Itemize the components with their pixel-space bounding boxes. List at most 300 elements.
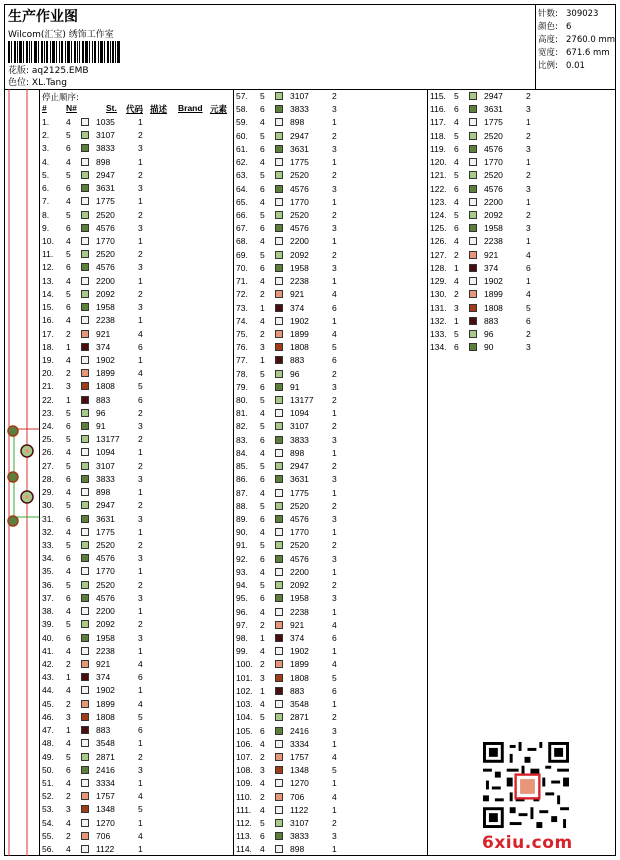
stop-index: 5. — [42, 169, 50, 180]
needle-number: 5 — [260, 395, 265, 406]
stop-index: 100. — [236, 659, 253, 670]
color-swatch — [275, 92, 283, 100]
stop-row — [234, 394, 427, 407]
stop-index: 80. — [236, 395, 248, 406]
element-number: 2 — [332, 130, 337, 141]
stop-row — [234, 262, 427, 275]
thread-code: 706 — [290, 791, 305, 802]
thread-code: 3833 — [96, 143, 115, 154]
thread-code: 1899 — [96, 368, 115, 379]
element-number: 3 — [332, 183, 337, 194]
thread-code: 883 — [290, 355, 305, 366]
needle-number: 5 — [260, 368, 265, 379]
stop-index: 30. — [42, 500, 54, 511]
color-swatch — [275, 356, 283, 364]
element-number: 2 — [138, 500, 143, 511]
stop-row — [428, 143, 614, 156]
stop-row — [40, 314, 233, 327]
thread-code: 3107 — [290, 818, 309, 829]
stop-index: 87. — [236, 487, 248, 498]
element-number: 1 — [526, 117, 531, 128]
color-swatch — [469, 132, 477, 140]
stop-index: 95. — [236, 593, 248, 604]
stop-index: 97. — [236, 619, 248, 630]
color-swatch — [81, 171, 89, 179]
needle-number: 3 — [66, 711, 71, 722]
thread-code: 2092 — [484, 209, 503, 220]
stop-index: 115. — [430, 91, 446, 101]
needle-number: 1 — [454, 262, 459, 273]
color-swatch — [81, 792, 89, 800]
needle-number: 4 — [66, 447, 71, 458]
stop-row — [40, 301, 233, 314]
color-swatch — [275, 409, 283, 417]
stop-index: 92. — [236, 553, 248, 564]
needle-number: 4 — [454, 196, 459, 207]
column-headers — [40, 103, 233, 115]
color-swatch — [81, 620, 89, 628]
color-swatch — [275, 330, 283, 338]
stop-column-3 — [428, 89, 614, 856]
thread-code: 1775 — [484, 117, 503, 128]
color-swatch — [275, 449, 283, 457]
thread-code: 96 — [290, 368, 300, 379]
element-number: 2 — [332, 540, 337, 551]
color-swatch — [469, 317, 477, 325]
thread-code: 374 — [96, 672, 111, 683]
stop-index: 104. — [236, 712, 253, 723]
stop-row — [428, 196, 614, 209]
stop-index: 86. — [236, 474, 248, 485]
stop-row — [234, 698, 427, 711]
stop-row — [40, 394, 233, 407]
stop-index: 35. — [42, 566, 54, 577]
element-number: 1 — [332, 196, 337, 207]
color-swatch — [81, 158, 89, 166]
needle-number: 6 — [66, 302, 71, 313]
thread-code: 921 — [484, 249, 499, 260]
color-swatch — [275, 462, 283, 470]
spec-box — [535, 5, 615, 89]
color-swatch — [275, 581, 283, 589]
element-number: 2 — [332, 421, 337, 432]
spec-colors: 颜色: 6 — [538, 22, 572, 32]
color-swatch — [81, 277, 89, 285]
needle-number: 4 — [454, 276, 459, 287]
element-number: 3 — [526, 342, 531, 353]
color-swatch — [469, 198, 477, 206]
needle-number: 5 — [454, 328, 459, 339]
thread-code: 1770 — [484, 157, 503, 168]
stop-index: 62. — [236, 157, 248, 168]
thread-code: 1775 — [96, 526, 115, 537]
element-number: 1 — [332, 606, 337, 617]
needle-number: 6 — [66, 183, 71, 194]
color-swatch — [81, 739, 89, 747]
element-number: 1 — [138, 566, 143, 577]
color-swatch — [81, 237, 89, 245]
stop-index: 24. — [42, 421, 54, 432]
element-number: 3 — [332, 553, 337, 564]
color-swatch — [81, 832, 89, 840]
stop-index: 20. — [42, 368, 54, 379]
stop-index: 45. — [42, 698, 54, 709]
needle-number: 5 — [454, 170, 459, 181]
needle-number: 4 — [260, 804, 265, 815]
stop-index: 33. — [42, 540, 54, 550]
stop-index: 4. — [42, 156, 50, 167]
color-swatch — [275, 475, 283, 483]
thread-code: 1899 — [96, 698, 115, 709]
stop-index: 117. — [430, 117, 446, 128]
thread-code: 1902 — [484, 276, 503, 287]
color-swatch — [81, 779, 89, 787]
stop-row — [40, 618, 233, 631]
col-header-index: # — [42, 103, 47, 113]
needle-number: 4 — [66, 606, 71, 617]
element-number: 3 — [526, 143, 531, 154]
stop-row — [40, 235, 233, 248]
needle-number: 4 — [66, 487, 71, 498]
stop-index: 82. — [236, 421, 248, 432]
stop-index: 70. — [236, 262, 248, 273]
stop-row — [40, 539, 233, 552]
stop-row — [40, 499, 233, 512]
color-swatch — [275, 198, 283, 206]
stop-index: 107. — [236, 751, 253, 762]
element-number: 1 — [332, 844, 337, 855]
thread-code: 898 — [290, 117, 305, 128]
color-swatch — [469, 330, 477, 338]
stop-index: 113. — [236, 831, 252, 842]
color-swatch — [275, 687, 283, 695]
element-number: 2 — [138, 579, 143, 590]
stop-index: 14. — [42, 288, 54, 299]
element-number: 4 — [526, 289, 531, 300]
needle-number: 6 — [66, 764, 71, 775]
thread-code: 883 — [96, 394, 111, 405]
needle-number: 4 — [66, 844, 71, 855]
element-number: 2 — [526, 91, 531, 101]
needle-number: 6 — [260, 143, 265, 154]
thread-code: 2238 — [290, 276, 309, 287]
needle-number: 5 — [66, 209, 71, 220]
needle-number: 6 — [66, 473, 71, 484]
needle-number: 1 — [454, 315, 459, 326]
needle-number: 6 — [66, 553, 71, 564]
stop-row — [40, 751, 233, 764]
stop-row — [234, 90, 427, 103]
element-number: 2 — [332, 461, 337, 472]
thread-code: 4576 — [290, 223, 309, 234]
color-swatch — [275, 290, 283, 298]
stop-row — [40, 684, 233, 697]
thread-code: 921 — [290, 619, 305, 630]
color-swatch — [275, 594, 283, 602]
color-swatch — [81, 330, 89, 338]
thread-code: 3548 — [96, 738, 115, 749]
stop-row — [40, 711, 233, 724]
needle-number: 3 — [66, 804, 71, 815]
thread-code: 4576 — [290, 514, 309, 524]
stop-index: 49. — [42, 751, 54, 762]
thread-code: 1958 — [290, 262, 309, 273]
needle-number: 3 — [454, 302, 459, 313]
thread-code: 898 — [290, 447, 305, 458]
color-swatch — [469, 264, 477, 272]
stop-row — [234, 341, 427, 354]
thread-code: 3631 — [290, 474, 309, 485]
stop-row — [234, 169, 427, 182]
stop-row — [40, 817, 233, 830]
needle-number: 5 — [260, 91, 265, 101]
needle-number: 6 — [66, 143, 71, 154]
stop-row — [234, 592, 427, 605]
needle-number: 4 — [260, 527, 265, 538]
thread-code: 4576 — [96, 222, 115, 233]
stop-row — [234, 725, 427, 738]
stop-index: 10. — [42, 235, 54, 246]
stop-index: 26. — [42, 447, 54, 458]
needle-number: 6 — [66, 421, 71, 432]
element-number: 1 — [138, 738, 143, 749]
needle-number: 4 — [66, 777, 71, 788]
stop-index: 120. — [430, 157, 447, 168]
needle-number: 4 — [66, 738, 71, 749]
needle-number: 4 — [66, 235, 71, 246]
stop-row — [234, 539, 427, 552]
element-number: 1 — [332, 236, 337, 247]
stop-index: 123. — [430, 196, 447, 207]
stop-row — [428, 288, 614, 301]
thread-code: 1808 — [96, 381, 115, 392]
element-number: 1 — [332, 276, 337, 287]
needle-number: 4 — [66, 196, 71, 207]
thread-code: 2947 — [290, 130, 309, 141]
stop-index: 81. — [236, 408, 248, 419]
design-value: aq2125.EMB — [31, 66, 89, 76]
needle-number: 5 — [260, 461, 265, 472]
stop-row — [40, 724, 233, 737]
element-number: 6 — [138, 394, 143, 405]
element-number: 1 — [138, 275, 143, 286]
stop-index: 64. — [236, 183, 248, 194]
needle-number: 3 — [66, 381, 71, 392]
element-number: 4 — [138, 328, 143, 339]
element-number: 1 — [332, 487, 337, 498]
color-swatch — [469, 277, 477, 285]
needle-number: 2 — [454, 249, 459, 260]
stop-row — [234, 817, 427, 830]
thread-code: 898 — [290, 844, 305, 855]
thread-code: 3833 — [290, 434, 309, 445]
stop-row — [40, 513, 233, 526]
element-number: 1 — [332, 699, 337, 710]
stop-row — [40, 341, 233, 354]
element-number: 1 — [138, 645, 143, 656]
element-number: 3 — [332, 593, 337, 604]
stop-column-1 — [40, 89, 234, 856]
stop-row — [234, 116, 427, 129]
needle-number: 4 — [66, 817, 71, 828]
stop-index: 23. — [42, 407, 54, 418]
stop-row — [234, 381, 427, 394]
thread-code: 1958 — [484, 223, 503, 234]
needle-number: 6 — [260, 474, 265, 485]
thread-code: 96 — [96, 407, 106, 418]
stop-index: 19. — [42, 354, 54, 365]
stop-index: 55. — [42, 830, 54, 841]
thread-code: 2238 — [484, 236, 503, 247]
stop-index: 73. — [236, 302, 248, 313]
stop-index: 21. — [42, 381, 54, 392]
stop-index: 41. — [42, 645, 54, 656]
thread-code: 1770 — [96, 235, 115, 246]
color-swatch — [81, 409, 89, 417]
element-number: 2 — [332, 712, 337, 723]
color-swatch — [81, 528, 89, 536]
color-swatch — [469, 171, 477, 179]
thread-code: 2200 — [96, 275, 115, 286]
stop-row — [234, 632, 427, 645]
element-number: 4 — [138, 830, 143, 841]
thread-code: 4576 — [96, 592, 115, 603]
color-swatch — [275, 118, 283, 126]
thread-code: 2520 — [484, 130, 503, 141]
thread-code: 883 — [290, 685, 305, 696]
thread-code: 883 — [96, 725, 111, 736]
stop-index: 46. — [42, 711, 54, 722]
element-number: 3 — [138, 183, 143, 194]
color-swatch — [81, 396, 89, 404]
needle-number: 4 — [66, 117, 71, 127]
stop-row — [234, 156, 427, 169]
stop-row — [234, 487, 427, 500]
thread-code: 2092 — [96, 288, 115, 299]
color-swatch — [275, 674, 283, 682]
thread-code: 3334 — [96, 777, 115, 788]
element-number: 1 — [332, 157, 337, 168]
stop-index: 106. — [236, 738, 253, 749]
element-number: 3 — [526, 223, 531, 234]
needle-number: 2 — [260, 791, 265, 802]
element-number: 6 — [526, 315, 531, 326]
col-header-stitch: St. — [106, 103, 117, 113]
color-swatch — [275, 370, 283, 378]
needle-number: 5 — [260, 421, 265, 432]
element-number: 6 — [526, 262, 531, 273]
thread-code: 96 — [484, 328, 494, 339]
stop-index: 85. — [236, 461, 248, 472]
needle-number: 4 — [454, 117, 459, 128]
header — [5, 5, 615, 90]
stop-row — [234, 249, 427, 262]
stop-row — [428, 156, 614, 169]
stop-index: 109. — [236, 778, 253, 789]
element-number: 3 — [332, 381, 337, 392]
stop-row — [234, 302, 427, 315]
thread-code: 2520 — [96, 579, 115, 590]
stop-index: 103. — [236, 699, 253, 710]
element-number: 1 — [332, 527, 337, 538]
thread-code: 3631 — [96, 513, 115, 524]
element-number: 2 — [526, 130, 531, 141]
stop-index: 7. — [42, 196, 50, 207]
element-number: 1 — [138, 315, 143, 326]
stop-row — [40, 460, 233, 473]
needle-number: 4 — [66, 156, 71, 167]
color-swatch — [469, 92, 477, 100]
needle-number: 4 — [260, 844, 265, 855]
element-number: 2 — [332, 91, 337, 101]
stop-index: 17. — [42, 328, 54, 339]
thread-code: 2947 — [484, 91, 503, 101]
element-number: 6 — [138, 725, 143, 736]
element-number: 4 — [138, 791, 143, 802]
needle-number: 6 — [260, 381, 265, 392]
thread-code: 13177 — [96, 434, 120, 445]
design-label: 花版: — [8, 66, 30, 76]
element-number: 3 — [138, 421, 143, 432]
stop-rows-1 — [40, 116, 233, 856]
stop-row — [40, 380, 233, 393]
needle-number: 1 — [260, 685, 265, 696]
thread-code: 1094 — [96, 447, 115, 458]
stop-row — [234, 103, 427, 116]
thread-code: 1899 — [290, 328, 309, 339]
thread-code: 1348 — [96, 804, 115, 815]
stop-row — [428, 116, 614, 129]
stop-row — [428, 169, 614, 182]
needle-number: 5 — [66, 288, 71, 299]
stop-row — [40, 156, 233, 169]
color-swatch — [469, 290, 477, 298]
color-swatch — [81, 647, 89, 655]
color-swatch — [275, 700, 283, 708]
color-swatch — [469, 224, 477, 232]
stop-index: 127. — [430, 249, 447, 260]
stop-row — [40, 764, 233, 777]
needle-number: 6 — [260, 104, 265, 115]
thread-code: 2520 — [484, 170, 503, 181]
thread-code: 921 — [96, 658, 111, 669]
design-preview-image — [5, 89, 39, 856]
color-swatch — [81, 290, 89, 298]
stop-row — [40, 803, 233, 816]
thread-code: 3107 — [290, 91, 309, 101]
thread-code: 3631 — [484, 104, 503, 115]
color-swatch — [275, 727, 283, 735]
thread-code: 2520 — [96, 249, 115, 260]
thread-code: 4576 — [96, 553, 115, 564]
thread-code: 2092 — [96, 619, 115, 630]
stop-index: 74. — [236, 315, 248, 326]
stop-index: 50. — [42, 764, 54, 775]
color-swatch — [275, 145, 283, 153]
stop-index: 83. — [236, 434, 248, 445]
needle-number: 6 — [260, 514, 265, 524]
needle-number: 6 — [260, 262, 265, 273]
stop-row — [40, 248, 233, 261]
color-swatch — [81, 766, 89, 774]
color-swatch — [275, 832, 283, 840]
element-number: 2 — [138, 249, 143, 260]
color-swatch — [275, 541, 283, 549]
thread-code: 1775 — [290, 487, 309, 498]
element-number: 2 — [332, 580, 337, 591]
stop-index: 96. — [236, 606, 248, 617]
needle-number: 5 — [66, 500, 71, 511]
